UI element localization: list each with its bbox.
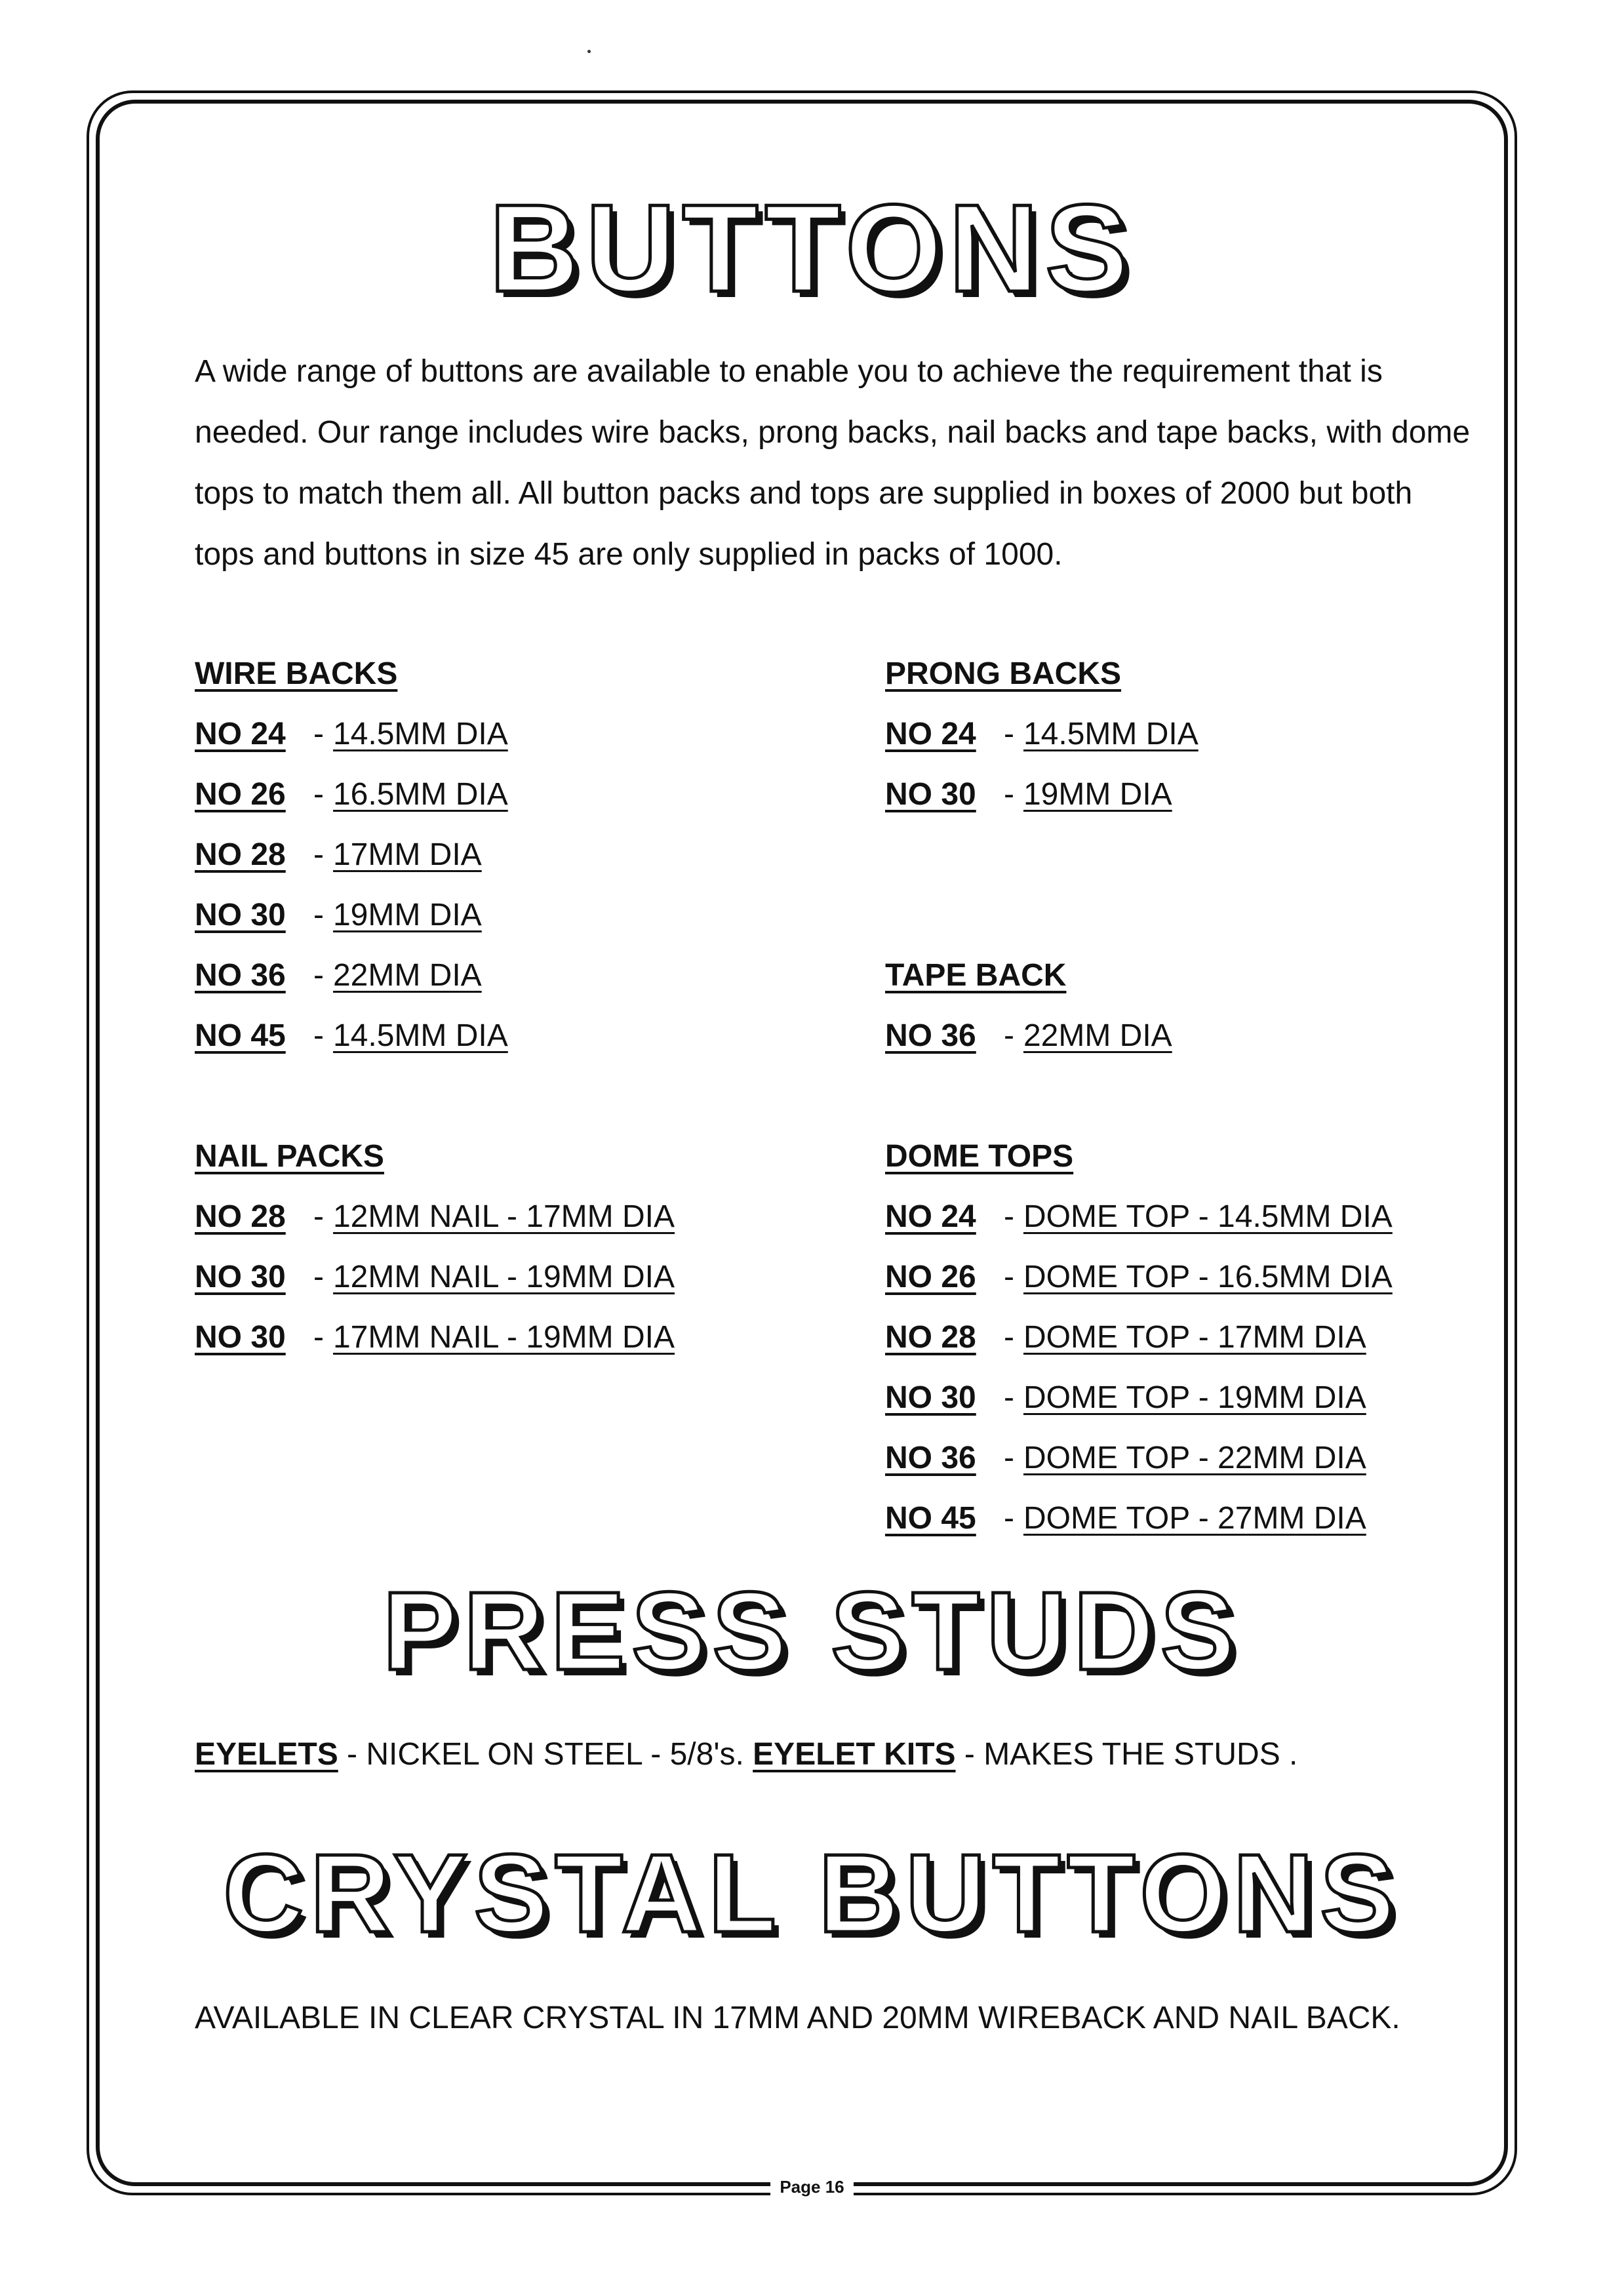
page-title: BUTTONS bbox=[489, 179, 1135, 318]
eyelet-kits-label: EYELET KITS bbox=[753, 1737, 956, 1772]
list-item bbox=[195, 1006, 508, 1066]
page-number: Page 16 bbox=[770, 2177, 853, 2197]
item-separator: - bbox=[1004, 1260, 1014, 1294]
list-item bbox=[885, 1307, 1393, 1368]
list-item bbox=[885, 1247, 1393, 1307]
wire-backs-section bbox=[195, 644, 508, 1066]
press-studs-title: PRESS STUDS bbox=[382, 1569, 1242, 1694]
item-value: 16.5MM DIA bbox=[332, 777, 508, 812]
item-number: NO 36 bbox=[885, 1441, 976, 1475]
item-separator: - bbox=[1004, 717, 1014, 751]
item-separator: - bbox=[313, 898, 324, 932]
item-separator: - bbox=[1004, 1501, 1014, 1536]
list-item bbox=[885, 1428, 1393, 1488]
item-number: NO 30 bbox=[195, 898, 286, 932]
list-item bbox=[195, 1187, 675, 1247]
item-value: DOME TOP - 27MM DIA bbox=[1023, 1501, 1366, 1536]
item-separator: - bbox=[1004, 1199, 1014, 1234]
item-value: 14.5MM DIA bbox=[332, 1018, 508, 1053]
list-item bbox=[195, 765, 508, 825]
item-value: DOME TOP - 22MM DIA bbox=[1023, 1441, 1366, 1475]
item-value: DOME TOP - 14.5MM DIA bbox=[1023, 1199, 1393, 1234]
item-number: NO 36 bbox=[885, 1018, 976, 1053]
item-separator: - bbox=[313, 837, 324, 872]
eyelets-text: - NICKEL ON STEEL - 5/8's. bbox=[338, 1737, 753, 1772]
item-number: NO 36 bbox=[195, 958, 286, 993]
item-number: NO 30 bbox=[195, 1320, 286, 1355]
list-item bbox=[885, 1368, 1393, 1428]
item-number: NO 30 bbox=[885, 777, 976, 812]
prong-backs-section bbox=[885, 644, 1198, 825]
list-item bbox=[885, 1488, 1393, 1549]
list-item bbox=[885, 704, 1198, 765]
eyelet-kits-text: - MAKES THE STUDS . bbox=[955, 1737, 1298, 1772]
dome-tops-section bbox=[885, 1127, 1393, 1549]
item-separator: - bbox=[313, 777, 324, 812]
item-number: NO 30 bbox=[195, 1260, 286, 1294]
list-item bbox=[195, 1307, 675, 1368]
item-separator: - bbox=[1004, 1018, 1014, 1053]
section-heading: TAPE BACK bbox=[885, 958, 1067, 993]
item-number: NO 28 bbox=[885, 1320, 976, 1355]
item-value: 22MM DIA bbox=[1023, 1018, 1172, 1053]
list-item bbox=[195, 946, 508, 1006]
section-heading: PRONG BACKS bbox=[885, 656, 1122, 691]
section-heading: NAIL PACKS bbox=[195, 1139, 384, 1174]
scan-speck bbox=[587, 50, 591, 53]
item-value: DOME TOP - 16.5MM DIA bbox=[1023, 1260, 1393, 1294]
item-number: NO 24 bbox=[885, 717, 976, 751]
section-heading: WIRE BACKS bbox=[195, 656, 398, 691]
item-separator: - bbox=[313, 1018, 324, 1053]
item-value: 22MM DIA bbox=[332, 958, 482, 993]
intro-paragraph: A wide range of buttons are available to enable you to achieve the requirement that is needed. Our range includes wire backs, prong backs, nail backs and tape backs, with dome tops to match them all. All button packs and tops are supplied in boxes of 2000 but both tops and buttons in size 45 are only supplied in packs of 1000. bbox=[195, 354, 1471, 572]
item-number: NO 24 bbox=[195, 717, 286, 751]
list-item bbox=[195, 885, 508, 946]
list-item bbox=[195, 704, 508, 765]
section-heading: DOME TOPS bbox=[885, 1139, 1074, 1174]
item-separator: - bbox=[1004, 777, 1014, 812]
tape-back-section bbox=[885, 946, 1172, 1066]
page-footer bbox=[0, 2177, 1624, 2197]
item-value: 14.5MM DIA bbox=[1023, 717, 1198, 751]
item-number: NO 28 bbox=[195, 1199, 286, 1234]
item-number: NO 24 bbox=[885, 1199, 976, 1234]
item-value: DOME TOP - 17MM DIA bbox=[1023, 1320, 1366, 1355]
item-value: DOME TOP - 19MM DIA bbox=[1023, 1380, 1366, 1415]
item-separator: - bbox=[313, 958, 324, 993]
item-separator: - bbox=[313, 1199, 324, 1234]
item-number: NO 30 bbox=[885, 1380, 976, 1415]
item-number: NO 45 bbox=[195, 1018, 286, 1053]
item-value: 19MM DIA bbox=[332, 898, 482, 932]
eyelets-line bbox=[195, 1736, 1297, 1772]
item-value: 17MM DIA bbox=[332, 837, 482, 872]
item-value: 12MM NAIL - 17MM DIA bbox=[332, 1199, 675, 1234]
item-value: 12MM NAIL - 19MM DIA bbox=[332, 1260, 675, 1294]
nail-packs-section bbox=[195, 1127, 675, 1368]
list-item bbox=[885, 1187, 1393, 1247]
item-value: 17MM NAIL - 19MM DIA bbox=[332, 1320, 675, 1355]
list-item bbox=[195, 1247, 675, 1307]
item-number: NO 26 bbox=[195, 777, 286, 812]
crystal-buttons-text: AVAILABLE IN CLEAR CRYSTAL IN 17MM AND 20MM WIREBACK AND NAIL BACK. bbox=[195, 2001, 1400, 2035]
list-item bbox=[885, 765, 1198, 825]
item-number: NO 26 bbox=[885, 1260, 976, 1294]
item-number: NO 28 bbox=[195, 837, 286, 872]
item-separator: - bbox=[1004, 1441, 1014, 1475]
item-number: NO 45 bbox=[885, 1501, 976, 1536]
item-separator: - bbox=[313, 717, 324, 751]
eyelets-label: EYELETS bbox=[195, 1737, 338, 1772]
list-item bbox=[885, 1006, 1172, 1066]
list-item bbox=[195, 825, 508, 885]
item-separator: - bbox=[313, 1260, 324, 1294]
crystal-buttons-title: CRYSTAL BUTTONS bbox=[223, 1831, 1401, 1956]
item-value: 14.5MM DIA bbox=[332, 717, 508, 751]
item-value: 19MM DIA bbox=[1023, 777, 1172, 812]
item-separator: - bbox=[1004, 1380, 1014, 1415]
item-separator: - bbox=[313, 1320, 324, 1355]
item-separator: - bbox=[1004, 1320, 1014, 1355]
